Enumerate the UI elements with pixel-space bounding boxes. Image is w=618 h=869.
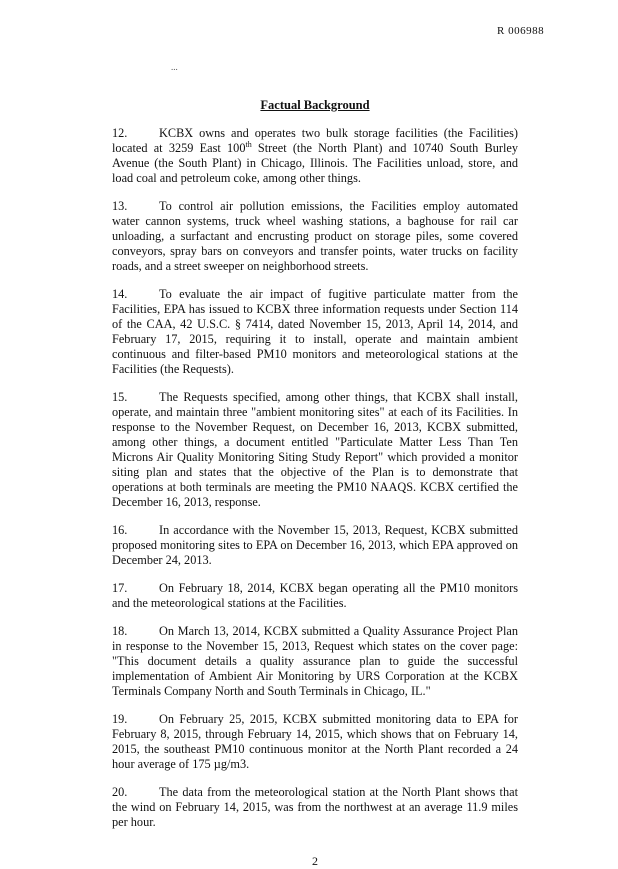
paragraph-text: The data from the meteorological station at the North Plant shows that the wind on February 14, 2015, was from the northwest at an average 11.9 miles per hour.	[112, 785, 518, 829]
paragraph-number: 12.	[112, 126, 128, 140]
paragraph-15	[112, 390, 518, 510]
paragraph-14	[112, 287, 518, 377]
paragraph-text: The Requests specified, among other things, that KCBX shall install, operate, and maintain three "ambient monitoring sites" at each of its Facilities. In response to the November Request, on December 16, 2013, KCBX submitted, among other things, a document entitled "Particulate Matter Less Than Ten Microns Air Quality Monitoring Siting Study Report" which provided a monitor siting plan and states that the objective of the Plan is to demonstrate that operations at both terminals are meeting the PM10 NAAQS. KCBX certified the December 16, 2013, response.	[112, 390, 518, 509]
section-title	[112, 98, 518, 113]
paragraph-number: 19.	[112, 712, 128, 726]
paragraph-text: To evaluate the air impact of fugitive particulate matter from the Facilities, EPA has issued to KCBX three information requests under Section 114 of the CAA, 42 U.S.C. § 7414, dated November 15, 2013, April 14, 2014, and February 17, 2015, requiring it to install, operate and maintain ambient continuous and filter-based PM10 monitors and meteorological stations at the Facilities (the Requests).	[112, 287, 518, 376]
paragraph-16	[112, 523, 518, 568]
document-body	[112, 0, 518, 869]
paragraph-number: 14.	[112, 287, 128, 301]
paragraph-text: On March 13, 2014, KCBX submitted a Quality Assurance Project Plan in response to the November 15, 2013, Request which states on the cover page: "This document details a quality assurance plan to guide the successful implementation of Ambient Air Monitoring by URS Corporation at the KCBX Terminals Company North and South Terminals in Chicago, IL."	[112, 624, 518, 698]
paragraph-12	[112, 126, 518, 186]
paragraph-text: On February 25, 2015, KCBX submitted monitoring data to EPA for February 8, 2015, through February 14, 2015, which shows that on February 14, 2015, the southeast PM10 continuous monitor at the North Plant recorded a 24 hour average of 175 µg/m3.	[112, 712, 518, 771]
paragraph-text: On February 18, 2014, KCBX began operating all the PM10 monitors and the meteorological stations at the Facilities.	[112, 581, 518, 610]
paragraph-19	[112, 712, 518, 772]
superscript: th	[245, 139, 252, 149]
section-title-text: Factual Background	[260, 98, 370, 112]
margin-mark: ...	[171, 62, 178, 72]
paragraph-number: 15.	[112, 390, 128, 404]
paragraph-20	[112, 785, 518, 830]
paragraph-number: 18.	[112, 624, 128, 638]
bates-number: R 006988	[497, 25, 545, 37]
paragraph-number: 20.	[112, 785, 128, 799]
page-number: 2	[312, 854, 318, 868]
paragraph-number: 17.	[112, 581, 128, 595]
paragraph-13	[112, 199, 518, 274]
paragraph-number: 16.	[112, 523, 128, 537]
paragraph-text-cont: Street (the North Plant) and 10740 South Burley Avenue (the South Plant) in Chicago, Illinois. The Facilities unload, store, and load coal and petroleum coke, among other things.	[112, 141, 518, 185]
paragraph-text: In accordance with the November 15, 2013, Request, KCBX submitted proposed monitoring sites to EPA on December 16, 2013, which EPA approved on December 24, 2013.	[112, 523, 518, 567]
paragraph-number: 13.	[112, 199, 128, 213]
paragraph-text: To control air pollution emissions, the Facilities employ automated water cannon systems, truck wheel washing stations, a baghouse for rail car unloading, a surfactant and encrusting product on storage piles, some covered conveyors, spray bars on conveyors and transfer points, water trucks on facility roads, and a street sweeper on neighborhood streets.	[112, 199, 518, 273]
paragraph-18	[112, 624, 518, 699]
paragraph-text: KCBX owns and operates two bulk storage facilities (the Facilities) located at 3259 East 100	[112, 126, 518, 155]
paragraph-17	[112, 581, 518, 611]
